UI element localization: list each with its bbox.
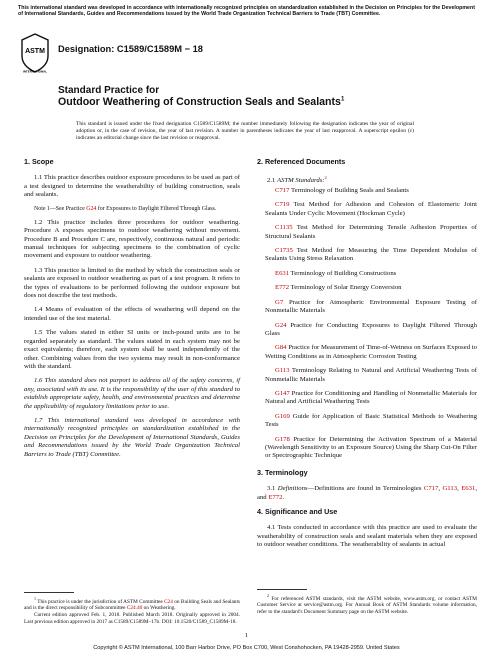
term-link-g113[interactable]: G113 (442, 485, 458, 493)
reference-item (257, 201, 477, 218)
reference-code-link[interactable]: C1135 (275, 224, 293, 232)
footnote-rule-left (24, 592, 74, 593)
reference-title: Practice for Atmospheric Environmental Exposure Testing of Nonmetallic Materials (265, 298, 477, 315)
reference-item (257, 224, 477, 241)
reference-item (257, 436, 477, 461)
footnote-rule-right (257, 589, 307, 590)
para-3-1: 3.1 Definitions—Definitions are found in Terminologies C717, G113, E631, and E772. (257, 485, 477, 501)
reference-title: Terminology of Building Constructions (289, 269, 397, 277)
scope-heading: 1. Scope (24, 157, 54, 166)
para-3-1-num: 3.1 (267, 485, 278, 493)
standard-label: Standard Practice for (58, 85, 160, 96)
reference-item (257, 322, 477, 339)
para-1-7: 1.7 This international standard was developed in accordance with internationally recognized principles on standardization established in the Decision on Principles for the Development of International Standards, Guides and Recommendations issued by the World Trade Organization Technical Barriers to Trade (TBT) Committee. (24, 416, 240, 458)
reference-code-link[interactable]: G178 (275, 435, 290, 443)
left-column (24, 158, 240, 465)
issuance-statement: This standard is issued under the fixed designation C1589/C1589M; the number immediately following the designation indicates the year of original adoption or, in the case of revision, the year of last revision. A number in parentheses indicates the year of last reapproval. A superscript epsilon (ε) indicates an editorial change since the last revision or reapproval. (76, 121, 414, 142)
reference-item (257, 187, 477, 195)
note-1-link-g24[interactable]: G24 (86, 205, 97, 212)
reference-code-link[interactable]: E631 (275, 269, 290, 277)
footnote-1-link-c24[interactable]: C24 (164, 598, 173, 605)
note-1-suffix: for Exposures to Daylight Filtered Through Glass. (96, 205, 217, 212)
reference-title: Test Method for Determining Tensile Adhesion Properties of Structural Sealants (265, 224, 477, 240)
reference-code-link[interactable]: G169 (275, 412, 290, 420)
reference-code-link[interactable]: C719 (275, 201, 290, 209)
para-1-6: 1.6 This standard does not purport to address all of the safety concerns, if any, associated with its use. It is the responsibility of the user of this standard to establish appropriate safety, health, and environmental practices and determine the applicability of regulatory limitations prior to use. (24, 377, 240, 410)
logo-text: ASTM (25, 48, 45, 55)
footnote-1-b: on Building Seals and Sealants and is the direct responsibility of Subcommittee (24, 598, 240, 612)
reference-title: Terminology of Solar Energy Conversion (289, 284, 402, 292)
reference-title: Practice for Measurement of Time-of-Wetness on Surfaces Exposed to Wetting Conditions as in Atmospheric Corrosion Testing (265, 344, 477, 360)
designation: Designation: C1589/C1589M − 18 (58, 44, 203, 54)
para-3-1-text: —Definitions are found in Terminologies (307, 485, 424, 493)
para-2-1-label: ASTM Standards: (277, 177, 325, 185)
reference-item (257, 270, 477, 278)
para-2-1 (257, 174, 477, 186)
wto-notice: This international standard was developed in accordance with internationally recognized principles on standardization established in the Decision on Principles for the Development of International Standards, Guides and Recommendations issued by the World Trade Organization Technical Barriers to Trade (TBT) Committee. (18, 5, 475, 18)
right-column (257, 158, 477, 556)
reference-item (257, 367, 477, 384)
footnote-1-link-c2440[interactable]: C24.40 (126, 605, 143, 612)
para-1-5: 1.5 The values stated in either SI units or inch-pound units are to be regarded separately as standard. The values stated in each system may not be exact equivalents; therefore, each system shall be used independently of the other. Combining values from the two systems may result in non-conformance with the standard. (24, 329, 240, 370)
title-text: Outdoor Weathering of Construction Seals and Sealants (58, 96, 341, 108)
page-title (58, 96, 344, 108)
para-4-1: 4.1 Tests conducted in accordance with this practice are used to evaluate the weatherability of construction seals and sealant materials when they are exposed to outdoor weather conditions. The weatherability of sealants in actual (257, 524, 477, 549)
reference-code-link[interactable]: E772 (275, 284, 290, 292)
reference-title: Terminology of Building Seals and Sealants (289, 187, 409, 195)
reference-item (257, 299, 477, 316)
referenced-docs-heading: 2. Referenced Documents (257, 157, 346, 166)
footnote-1-c: on Weathering. (142, 605, 176, 612)
footnote-1-edition: Current edition approved Feb. 1, 2018. Published March 2018. Originally approved in 2004. Last previous edition approved in 2017 as C1589/C1589M–17b. DOI: 10.1520/C1589_C1589M-18. (24, 611, 240, 625)
reference-title: Practice for Determining the Activation Spectrum of a Material (Wavelength Sensitivity to an Exposure Source) Using the Sharp Cut-On Filter or Spectrographic Technique (265, 435, 477, 460)
reference-title: Test Method for Adhesion and Cohesion of Elastomeric Joint Sealants Under Cyclic Movement (Hockman Cycle) (265, 201, 477, 217)
term-link-e772[interactable]: E772 (268, 493, 283, 501)
copyright-line: Copyright © ASTM International, 100 Barr Harbor Drive, PO Box C700, West Conshohocken, PA 19428-2959. United States (93, 645, 400, 651)
para-3-1-label: Definitions (277, 485, 308, 493)
footnote-1: $^1$ This practice is under the jurisdiction of ASTM Committee C24 on Building Seals and Sealants and is the direct responsibility of Subcommittee C24.40 on Weathering. Current edition approved Feb. 1, 2018. Published March 2018. Originally approved in 2004. Last previous edition approved in 2017 as C1589/C1589M–17b. DOI: 10.1520/C1589_C1589M-18. (24, 596, 240, 625)
footnote-2-text: For referenced ASTM standards, visit the ASTM website, www.astm.org, or contact ASTM Customer Service at service@astm.org. For Annual Book of ASTM Standards volume information, refer to the standard's Document Summary page on the ASTM website. (257, 595, 478, 615)
reference-code-link[interactable]: G113 (275, 367, 290, 375)
para-1-4: 1.4 Means of evaluation of the effects of weathering will depend on the intended use of the test material. (24, 306, 240, 322)
term-link-e631[interactable]: E631 (461, 485, 476, 493)
significance-heading: 4. Significance and Use (257, 507, 338, 517)
para-1-3: 1.3 This practice is limited to the method by which the construction seals or sealants are exposed to outdoor weathering as part of a test program. It refers to the types of evaluations to be performed following the outdoor exposure but does not describe the test methods. (24, 266, 240, 300)
footnote-1-a: This practice is under the jurisdiction of ASTM Committee (37, 598, 165, 605)
logo-subtext: INTERNATIONAL (22, 69, 48, 74)
reference-list (257, 187, 477, 461)
para-1-1: 1.1 This practice describes outdoor exposure procedures to be used as part of a test designed to determine the weatherability of building construction, seals and sealants. (24, 174, 240, 199)
reference-item (257, 247, 477, 264)
reference-title: Terminology Relating to Natural and Artificial Weathering Tests of Nonmetallic Materials (265, 367, 477, 383)
reference-title: Practice for Conditioning and Handling of Nonmetallic Materials for Natural and Artificial Weathering Tests (265, 389, 477, 406)
reference-item (257, 390, 477, 407)
reference-code-link[interactable]: C1735 (275, 247, 293, 255)
reference-title: Test Method for Measuring the Time Dependent Modulus of Sealants Using Stress Relaxation (265, 247, 477, 263)
para-2-1-num: 2.1 (267, 177, 278, 185)
reference-code-link[interactable]: G84 (275, 344, 287, 352)
reference-title: Guide for Application of Basic Statistical Methods to Weathering Tests (265, 412, 477, 429)
note-1 (24, 206, 240, 213)
term-link-c717[interactable]: C717 (423, 485, 439, 493)
footnote-2: $^2$ For referenced ASTM standards, visit the ASTM website, www.astm.org, or contact ASTM Customer Service at service@astm.org. For Annual Book of ASTM Standards volume information, refer to the standard's Document Summary page on the ASTM website. (257, 593, 478, 615)
title-footnote-ref[interactable]: 1 (340, 96, 345, 103)
reference-code-link[interactable]: G147 (275, 389, 290, 397)
reference-code-link[interactable]: G24 (275, 321, 287, 329)
astm-logo (20, 32, 50, 74)
terminology-heading: 3. Terminology (257, 467, 308, 477)
reference-code-link[interactable]: C717 (275, 187, 290, 195)
reference-code-link[interactable]: G7 (275, 298, 284, 306)
reference-item (257, 413, 477, 430)
para-2-1-footnote-ref[interactable]: 2 (324, 175, 327, 181)
page-number: 1 (244, 632, 249, 639)
note-1-prefix: Note 1—See Practice (34, 205, 87, 212)
reference-title: Practice for Conducting Exposures to Daylight Filtered Through Glass (265, 321, 477, 337)
reference-item (257, 284, 477, 292)
reference-item (257, 344, 477, 361)
para-1-2: 1.2 This practice includes three procedures for outdoor weathering. Procedure A exposes specimens to outdoor weathering without movement. Procedure B and Procedure C are, respectively, continuous natural and periodic manual techniques for subjecting specimens to the combination of cyclic movement and exposure to outdoor weathering. (24, 218, 240, 260)
